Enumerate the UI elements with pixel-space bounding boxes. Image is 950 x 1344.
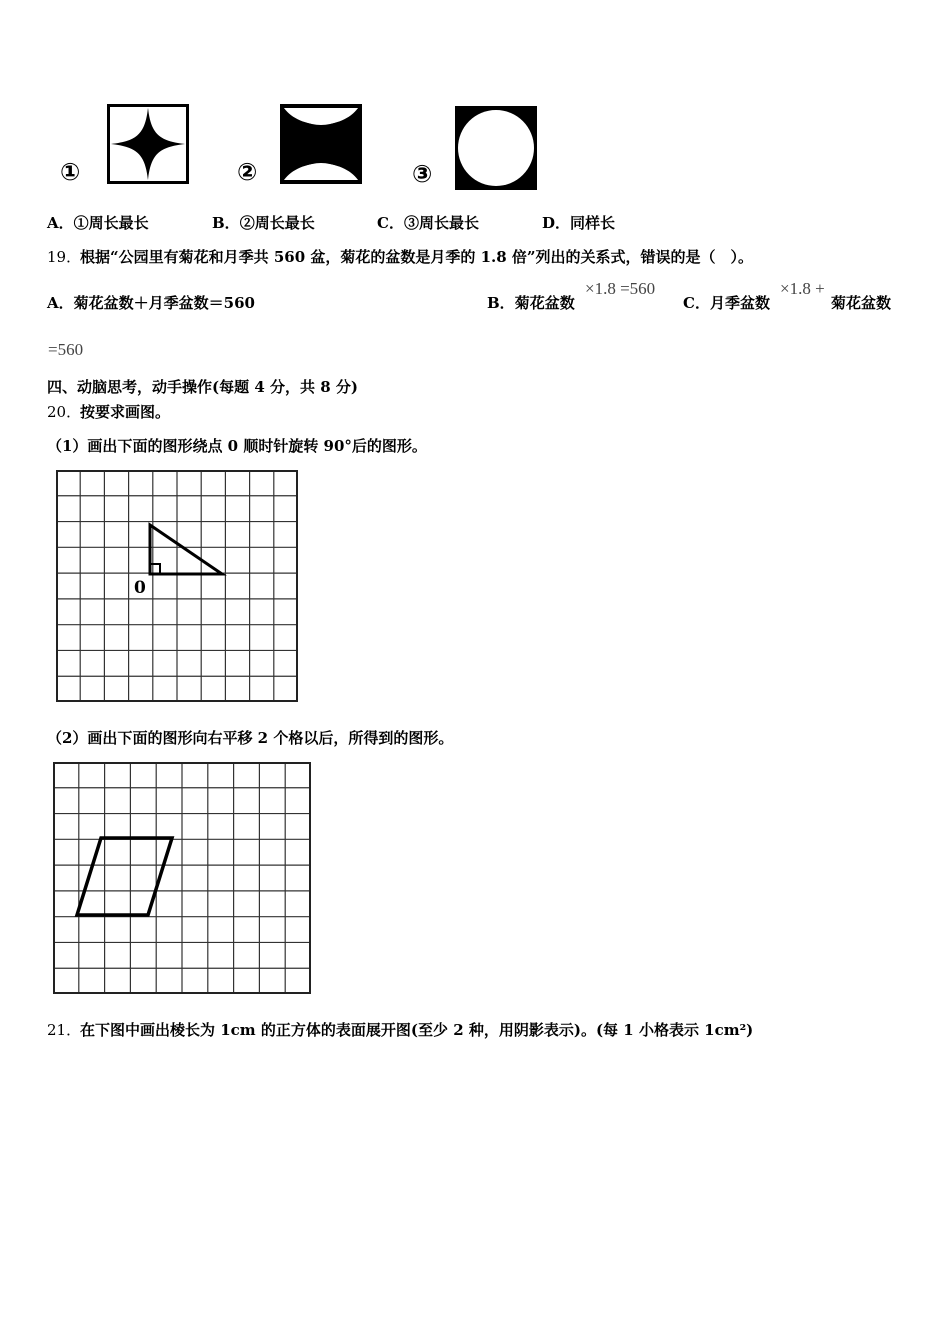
figure-3-circle [455,106,537,190]
q20-part2: （2）画出下面的图形向右平移 2 个格以后，所得到的图形。 [47,729,454,747]
figure-2-label: ② [237,158,258,186]
figure-1-label: ① [60,158,81,186]
option-text: ①周长最长 [73,214,149,232]
parallelogram-shape [77,838,172,915]
q20-part1: （1）画出下面的图形绕点 0 顺时针旋转 90°后的图形。 [47,437,427,455]
q19-number: 19． [47,248,82,266]
rotation-grid [56,470,298,702]
figure-3-label: ③ [412,160,433,188]
option-key: C． [377,214,404,232]
q18-option-a[interactable] [47,212,149,233]
q19-option-a[interactable] [47,292,255,313]
option-key: A． [47,294,74,312]
option-key: D． [542,214,571,232]
figure-1-star [107,104,189,184]
q19-option-b-formula: ×1.8 =560 [585,279,656,298]
q19-option-c-continuation: =560 [48,340,84,359]
q18-option-d[interactable] [542,212,615,233]
q20-instruction: 按要求画图。 [80,403,171,421]
q18-option-c[interactable] [377,212,479,233]
option-text: 同样长 [570,214,616,232]
q19-option-c[interactable] [683,292,770,313]
q19-question: 根据“公园里有菊花和月季共 560 盆，菊花的盆数是月季的 1.8 倍”列出的关系式，错误的是（ ）。 [80,248,754,266]
option-text: 菊花盆数＋月季盆数＝560 [73,294,255,312]
option-key: A． [47,214,74,232]
q21-number: 21． [47,1021,82,1039]
q18-option-b[interactable] [212,212,315,233]
option-text: 菊花盆数 [514,294,575,312]
option-key: B． [212,214,240,232]
q20-number: 20． [47,403,82,421]
q19-option-c-formula: ×1.8 + [780,279,825,298]
option-text: ②周长最长 [239,214,315,232]
option-key: C． [683,294,710,312]
q19-option-b[interactable] [487,292,575,313]
point-o-label: 0 [134,578,146,598]
section-title: 四、动脑思考，动手操作(每题 4 分，共 8 分) [47,378,358,396]
option-text: ③周长最长 [403,214,479,232]
q19-option-c-tail: 菊花盆数 [831,294,892,312]
option-text: 月季盆数 [709,294,770,312]
option-key: B． [487,294,515,312]
translation-grid [53,762,311,994]
q21-question: 在下图中画出棱长为 1cm 的正方体的表面展开图(至少 2 种，用阴影表示)。(每 1 小格表示 1cm²) [80,1021,754,1039]
figure-2-hourglass [280,104,362,184]
